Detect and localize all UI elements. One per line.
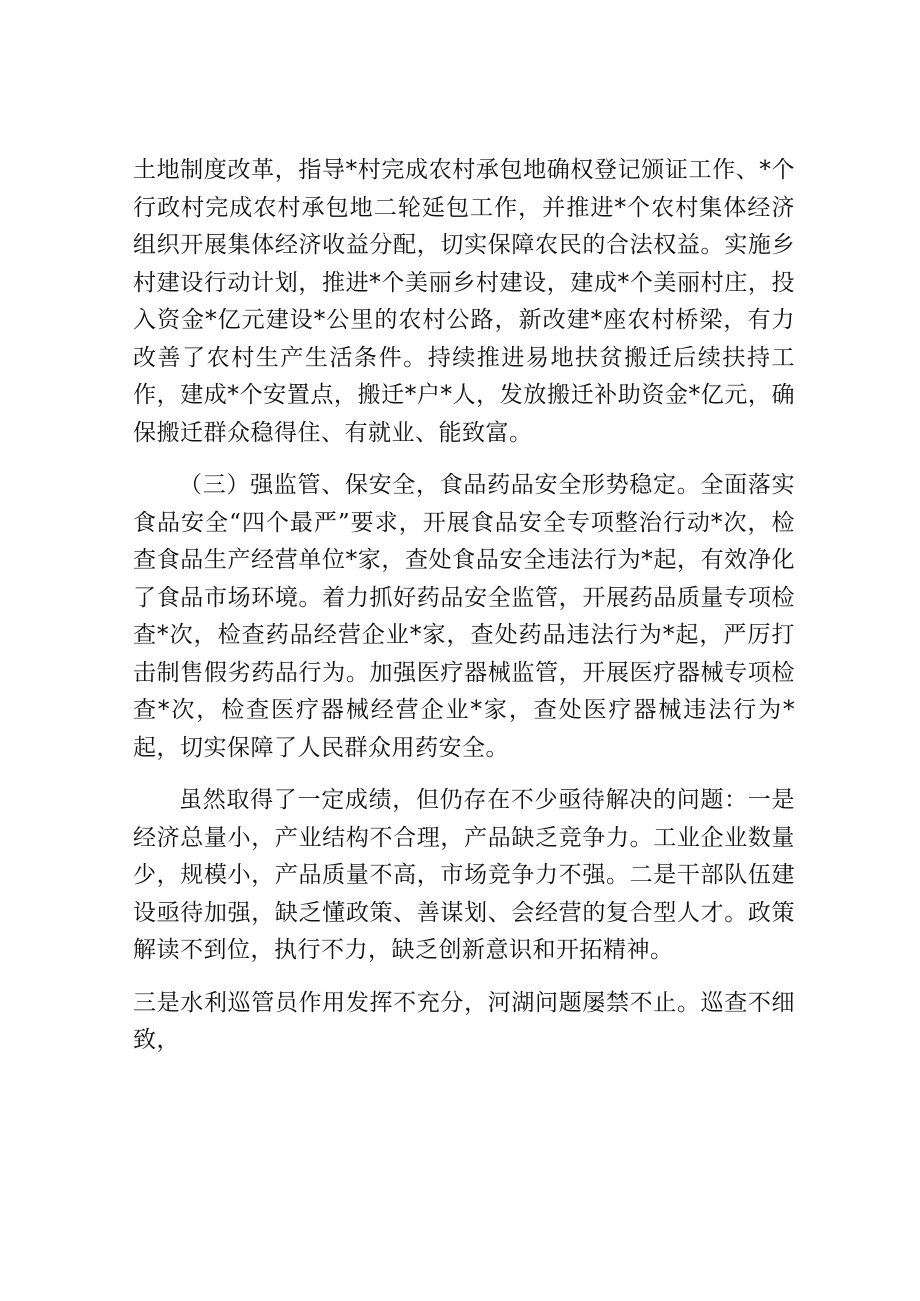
paragraph-spacer (133, 767, 795, 782)
document-body (133, 152, 795, 1060)
paragraph-problems: 虽然取得了一定成绩，但仍存在不少亟待解决的问题：一是经济总量小，产业结构不合理，产品缺乏竞争力。工业企业数量少，规模小，产品质量不高，市场竞争力不强。二是干部队伍建设亟待加强，缺乏懂政策、善谋划、会经营的复合型人才。政策解读不到位，执行不力，缺乏创新意识和开拓精神。 (133, 787, 795, 963)
paragraph-spacer (133, 452, 795, 467)
paragraph-food-drug-safety: （三）强监管、保安全，食品药品安全形势稳定。全面落实食品安全“四个最严”要求，开展食品安全专项整治行动*次，检查食品生产经营单位*家，查处食品安全违法行为*起，有效净化了食品市场环境。着力抓好药品安全监管，开展药品质量专项检查*次，检查药品经营企业*家，查处药品违法行为*起，严厉打击制售假劣药品行为。加强医疗器械监管，开展医疗器械专项检查*次，检查医疗器械经营企业*家，查处医疗器械违法行为*起，切实保障了人民群众用药安全。 (133, 472, 795, 761)
paragraph-spacer (133, 970, 795, 985)
paragraph-rural-reform: 土地制度改革，指导*村完成农村承包地确权登记颁证工作、*个行政村完成农村承包地二轮延包工作，并推进*个农村集体经济组织开展集体经济收益分配，切实保障农民的合法权益。实施乡村建设行动计划，推进*个美丽乡村建设，建成*个美丽村庄，投入资金*亿元建设*公里的农村公路，新改建*座农村桥梁，有力改善了农村生产生活条件。持续推进易地扶贫搬迁后续扶持工作，建成*个安置点，搬迁*户*人，发放搬迁补助资金*亿元，确保搬迁群众稳得住、有就业、能致富。 (133, 157, 795, 446)
paragraph-water-patrol: 三是水利巡管员作用发挥不充分，河湖问题屡禁不止。巡查不细致， (133, 989, 795, 1053)
